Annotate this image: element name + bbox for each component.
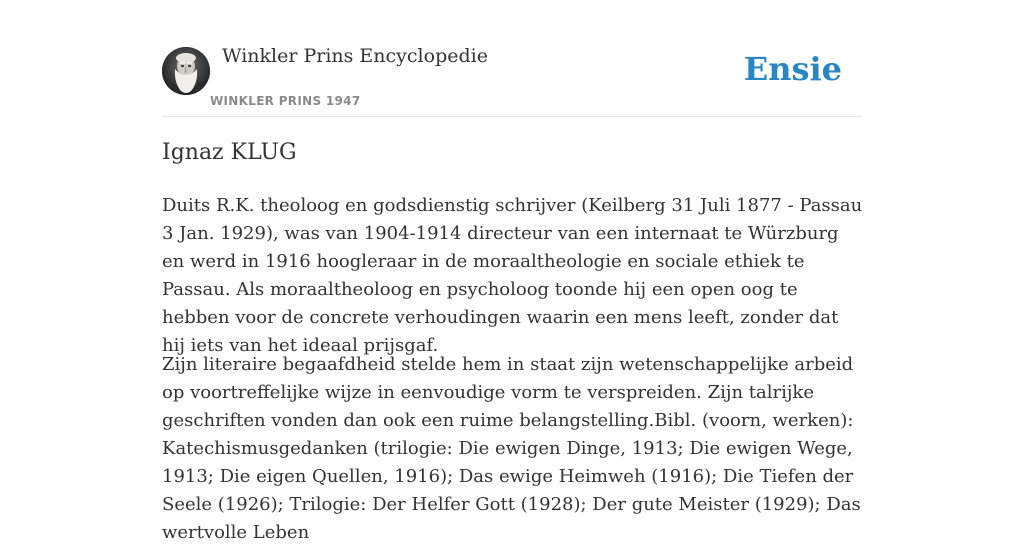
article-title: Ignaz KLUG [162,140,297,165]
site-name[interactable]: Winkler Prins Encyclopedie [222,45,488,67]
edition-label[interactable]: WINKLER PRINS 1947 [210,94,361,108]
page [162,0,863,543]
article-paragraph: Duits R.K. theoloog en godsdienstig schrijver (Keilberg 31 Juli 1877 - Passau 3 Jan. 1929), was van 1904-1914 directeur van een internaat te Würzburg en werd in 1916 hoogleraar in de moraaltheologie en sociale ethiek te Passau. Als moraaltheoloog en psycholoog toonde hij een open oog te hebben voor de concrete verhoudingen waarin een mens leeft, zonder dat hij iets van het ideaal prijsgaf. [162,195,863,356]
article-paragraph: Zijn literaire begaafdheid stelde hem in staat zijn wetenschappelijke arbeid op voortreffelijke wijze in eenvoudige vorm te verspreiden. Zijn talrijke geschriften vonden dan ook een ruime belangstelling.Bibl. (voorn, werken): Katechismusgedanken (trilogie: Die ewigen Dinge, 1913; Die ewigen Wege, 1913; Die eigen Quellen, 1916); Das ewige Heimweh (1916); Die Tiefen der Seele (1926); Trilogie: Der Helfer Gott (1928); Der gute Meister (1929); Das wertvolle Leben [162,354,861,543]
bearded-man-portrait-icon [162,47,210,95]
ensie-logo-link[interactable]: Ensie [743,50,842,88]
site-header [162,0,862,117]
avatar[interactable] [162,47,210,95]
